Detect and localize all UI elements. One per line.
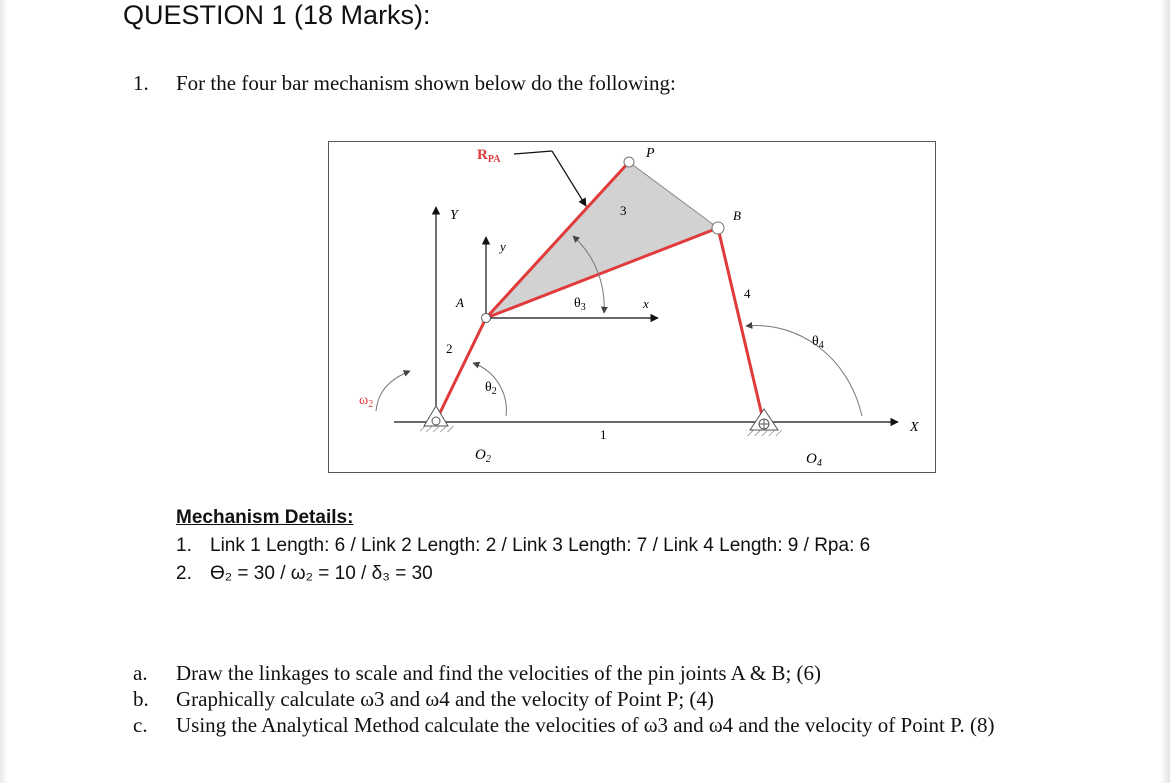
details-title: Mechanism Details: bbox=[176, 507, 354, 528]
details-row bbox=[176, 560, 870, 588]
details-row-text: Ɵ₂ = 30 / ω₂ = 10 / δ₃ = 30 bbox=[210, 563, 433, 584]
label-theta4: $\theta_4$ bbox=[812, 334, 824, 351]
task-text: Using the Analytical Method calculate the velocities of ω3 and ω4 and the velocity of Point P. (8) bbox=[176, 713, 995, 737]
page-edge-right bbox=[1160, 0, 1170, 783]
label-o4: $O_4$ bbox=[806, 451, 822, 469]
label-rpa: $R_{PA}$ bbox=[477, 147, 501, 165]
details-row bbox=[176, 532, 870, 560]
label-y-cap: Y bbox=[450, 208, 458, 223]
label-x-small: x bbox=[643, 296, 649, 311]
label-x-cap: X bbox=[910, 420, 919, 435]
page-edge-left bbox=[0, 0, 8, 783]
label-theta2: $\theta_2$ bbox=[485, 380, 497, 397]
pin-b bbox=[712, 222, 724, 234]
question-number: 1. bbox=[133, 71, 149, 95]
task-label: b. bbox=[133, 687, 149, 711]
label-link-3: 3 bbox=[620, 203, 627, 218]
label-link-2: 2 bbox=[446, 341, 453, 356]
question-heading: QUESTION 1 (18 Marks): bbox=[123, 0, 431, 30]
task-label: a. bbox=[133, 661, 148, 685]
point-p bbox=[624, 157, 634, 167]
label-y-small: y bbox=[500, 239, 506, 254]
mechanism-diagram bbox=[328, 141, 936, 473]
label-o2: $O_2$ bbox=[475, 447, 491, 465]
mechanism-details bbox=[176, 504, 870, 588]
task-text: Graphically calculate ω3 and ω4 and the velocity of Point P; (4) bbox=[176, 687, 714, 711]
details-row-number: 1. bbox=[176, 535, 192, 556]
four-bar-mechanism-figure bbox=[328, 141, 936, 473]
label-link-4: 4 bbox=[744, 286, 751, 301]
label-b: B bbox=[733, 208, 741, 223]
details-row-number: 2. bbox=[176, 563, 192, 584]
label-theta3: $\theta_3$ bbox=[574, 296, 586, 313]
details-row-text: Link 1 Length: 6 / Link 2 Length: 2 / Link 3 Length: 7 / Link 4 Length: 9 / Rpa: 6 bbox=[210, 535, 871, 556]
question-text: For the four bar mechanism shown below do the following: bbox=[176, 71, 676, 95]
task-text: Draw the linkages to scale and find the velocities of the pin joints A & B; (6) bbox=[176, 661, 822, 685]
label-omega2: $\omega_2$ bbox=[359, 393, 374, 410]
task-label: c. bbox=[133, 713, 148, 737]
pin-a bbox=[482, 314, 491, 323]
label-a: A bbox=[456, 295, 464, 310]
label-link-1: 1 bbox=[600, 427, 607, 442]
label-p: P bbox=[646, 146, 655, 161]
